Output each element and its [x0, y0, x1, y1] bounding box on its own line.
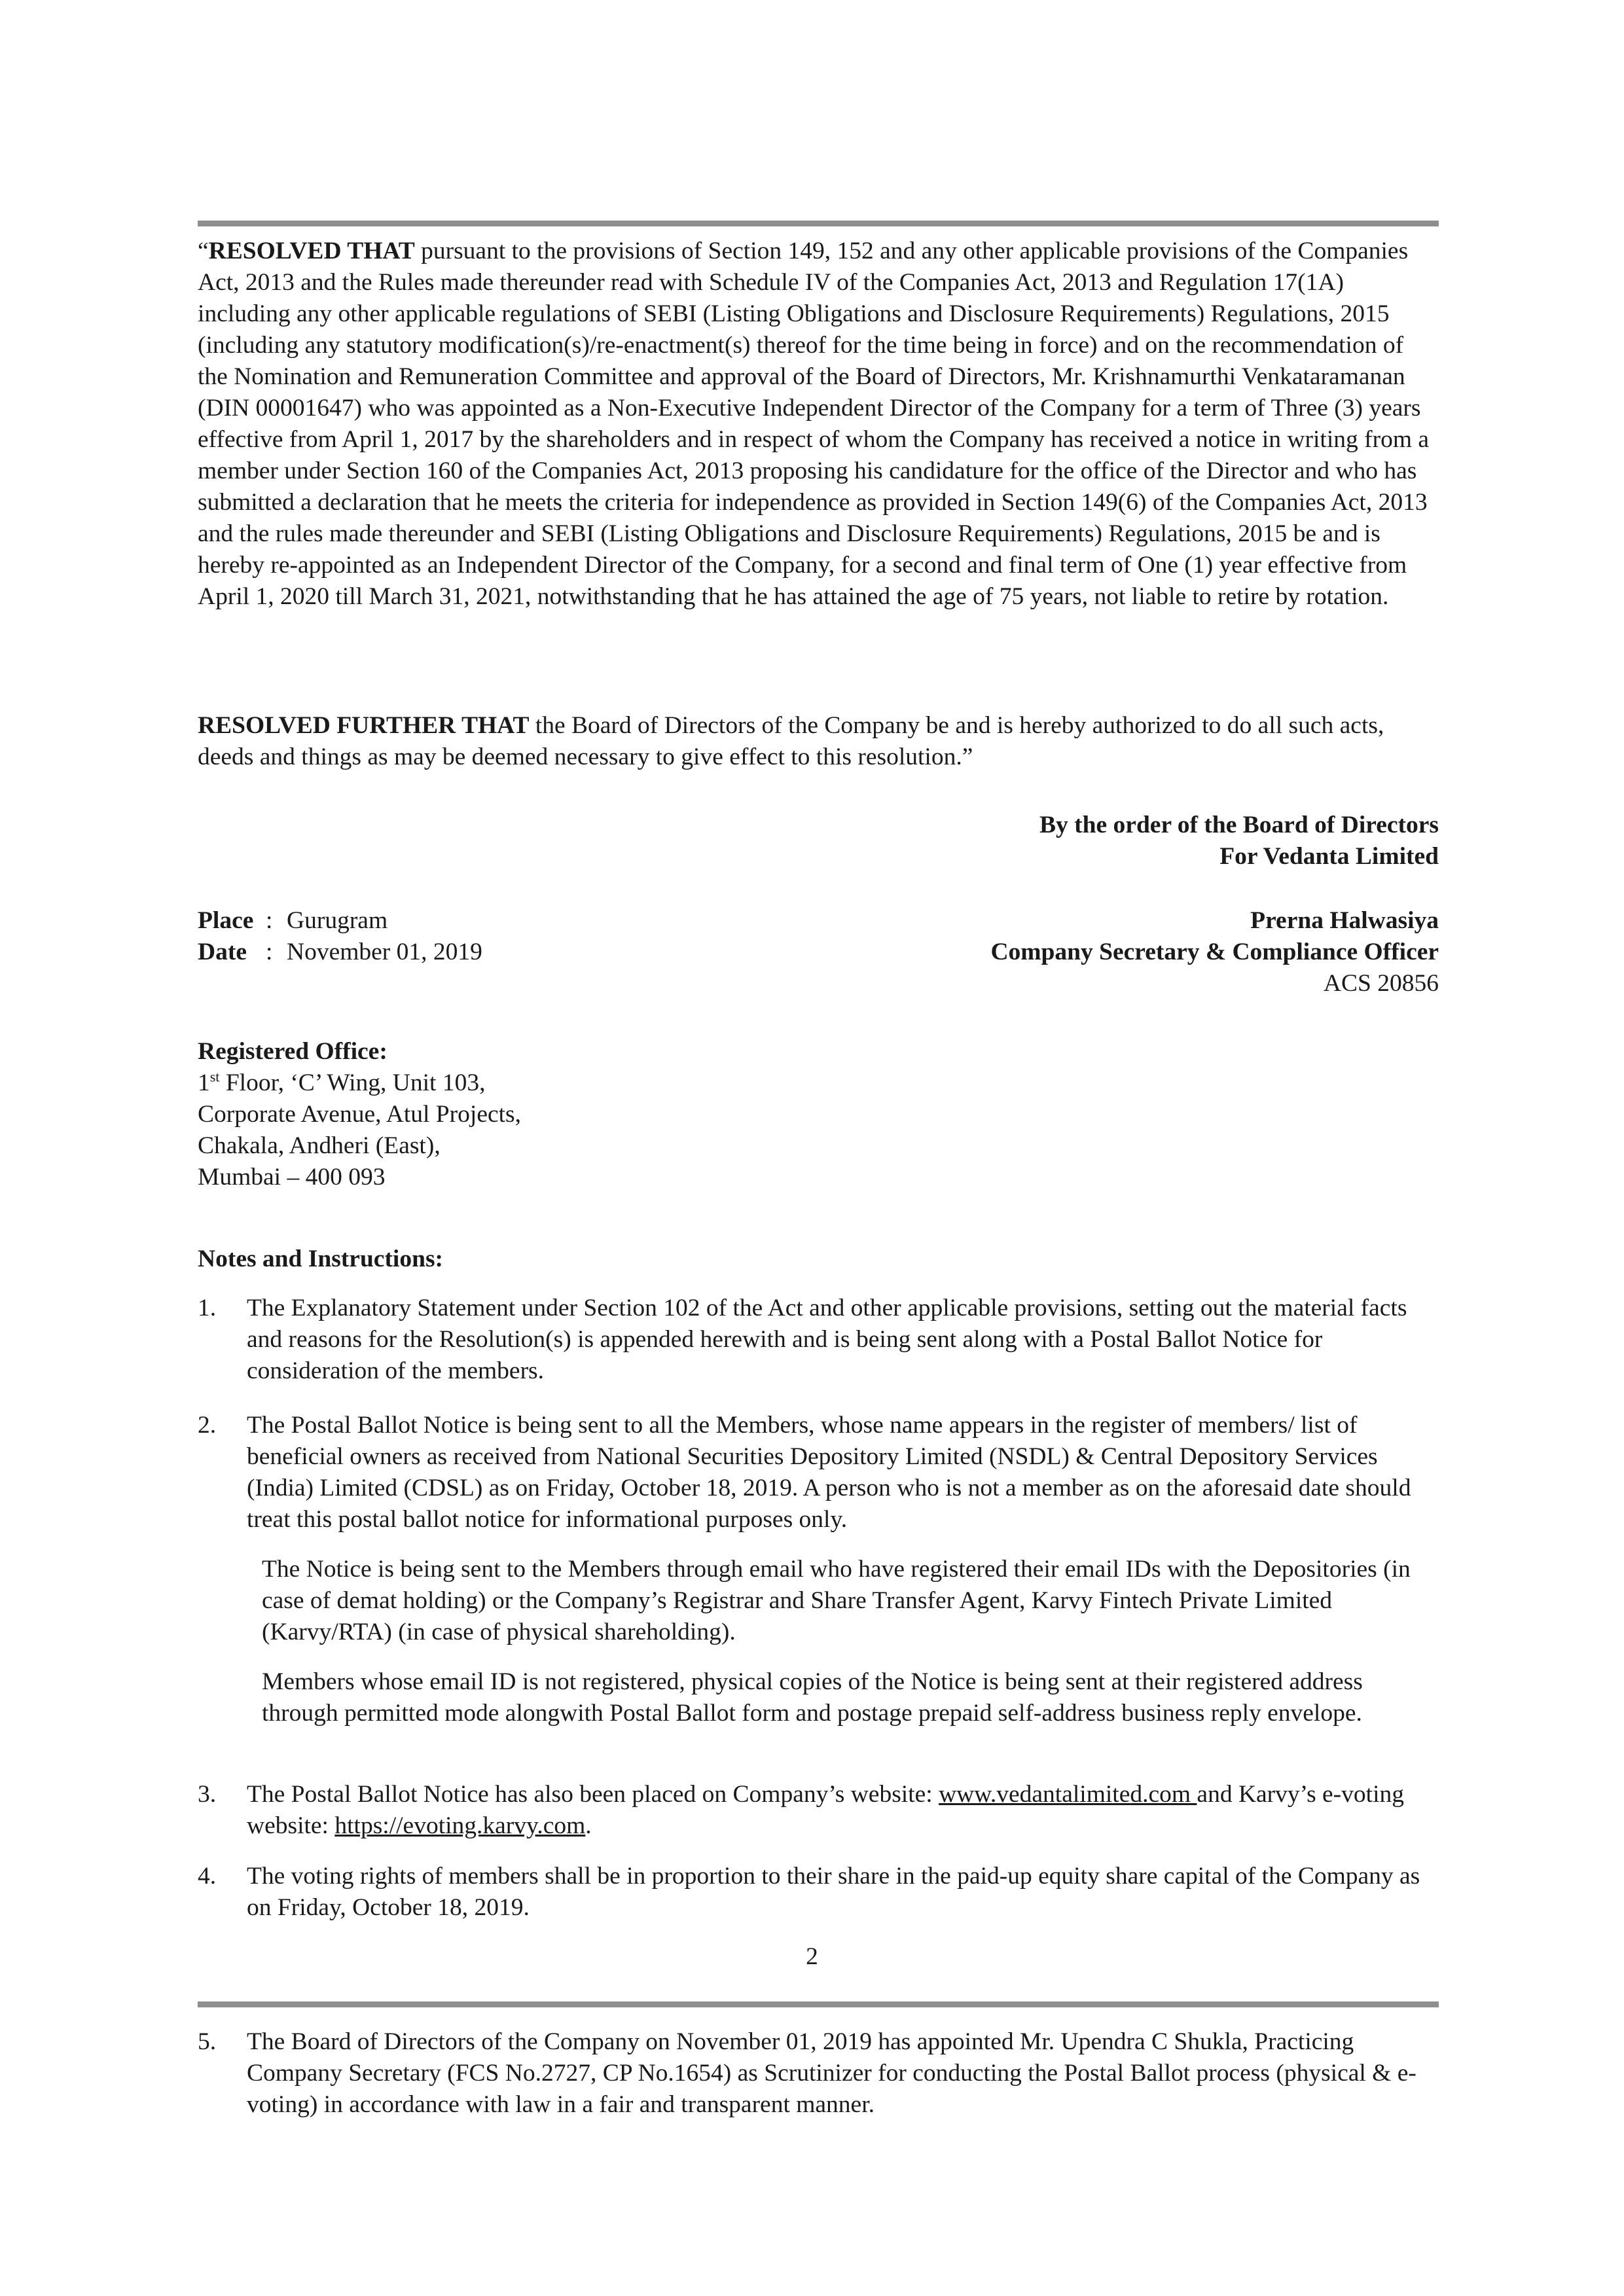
note-item [198, 1410, 1439, 1729]
address-line-4: Mumbai – 400 093 [198, 1164, 386, 1191]
company-website-link[interactable]: www.vedantalimited.com [939, 1781, 1197, 1808]
ordinal-suffix: st [209, 1068, 220, 1085]
note-text: The Postal Ballot Notice is being sent to all the Members, whose name appears in the register of members/ list of beneficial owners as received from National Securities Depository Limited (NSDL) & Central Depository Services (India) Limited (CDSL) as on Friday, October 18, 2019. A person who is not a member as on the aforesaid date should treat this postal ballot notice for informational purposes only. [247, 1412, 1411, 1533]
notes-heading: Notes and Instructions: [198, 1246, 444, 1272]
place-label: Place [198, 907, 254, 934]
signatory-block [784, 905, 1439, 999]
note-number: 4. [198, 1863, 217, 1890]
note-number: 2. [198, 1412, 217, 1439]
registered-office-heading: Registered Office: [198, 1038, 388, 1065]
date-separator: : [266, 939, 273, 965]
address-line-1: 1st Floor, ‘C’ Wing, Unit 103, [198, 1068, 486, 1096]
note-item [198, 1861, 1439, 1924]
resolution-paragraph [198, 236, 1439, 613]
company-line: For Vedanta Limited [1219, 843, 1439, 870]
top-rule [198, 221, 1439, 226]
signatory-title: Company Secretary & Compliance Officer [990, 939, 1439, 965]
date-value: November 01, 2019 [287, 939, 482, 965]
note-text: The Postal Ballot Notice has also been placed on Company’s website: www.vedantalimited.com and Karvy’s e-voting website: https://evoting.karvy.com. [247, 1781, 1405, 1839]
note-text: The voting rights of members shall be in proportion to their share in the paid-up equity share capital of the Company as on Friday, October 18, 2019. [247, 1863, 1420, 1921]
note-text: The Explanatory Statement under Section 102 of the Act and other applicable provisions, setting out the material facts and reasons for the Resolution(s) is appended herewith and is being sent along with a Postal Ballot Notice for consideration of the members. [247, 1295, 1407, 1384]
page-number: 2 [806, 1943, 818, 1970]
note-subparagraph: Members whose email ID is not registered, physical copies of the Notice is being sent at their registered address through permitted mode alongwith Postal Ballot form and postage prepaid self-address business reply envelope. [262, 1668, 1363, 1727]
bottom-rule [198, 2001, 1439, 2007]
note-number: 1. [198, 1295, 217, 1321]
date-label: Date [198, 939, 247, 965]
open-quote: “ [198, 238, 209, 264]
signatory-name: Prerna Halwasiya [1250, 907, 1439, 934]
signature-block [198, 810, 1439, 872]
note-number: 3. [198, 1781, 217, 1808]
registered-office-block [198, 1036, 1439, 1193]
resolved-further-paragraph [198, 710, 1439, 773]
place-value: Gurugram [287, 907, 388, 934]
note-number: 5. [198, 2028, 217, 2055]
resolution-text: pursuant to the provisions of Section 149, 152 and any other applicable provisions of the Companies Act, 2013 and the Rules made thereunder read with Schedule IV of the Companies Act, 2013 and Regulation 17(1A) including any other applicable regulations of SEBI (Listing Obligations and Disclosure Requirements) Regulations, 2015 (including any statutory modification(s)/re-enactment(s) thereof for the time being in force) and on the recommendation of the Nomination and Remuneration Committee and approval of the Board of Directors, Mr. Krishnamurthi Venkataramanan (DIN 00001647) who was appointed as a Non-Executive Independent Director of the Company for a term of Three (3) years effective from April 1, 2017 by the shareholders and in respect of whom the Company has received a notice in writing from a member under Section 160 of the Companies Act, 2013 proposing his candidature for the office of the Director and who has submitted a declaration that he meets the criteria for independence as provided in Section 149(6) of the Companies Act, 2013 and the rules made thereunder and SEBI (Listing Obligations and Disclosure Requirements) Regulations, 2015 be and is hereby re-appointed as an Independent Director of the Company, for a second and final term of One (1) year effective from April 1, 2020 till March 31, 2021, notwithstanding that he has attained the age of 75 years, not liable to retire by rotation. [198, 238, 1430, 610]
note-item [198, 1779, 1439, 1842]
order-line: By the order of the Board of Directors [1039, 812, 1439, 838]
evoting-website-link[interactable]: https://evoting.karvy.com [334, 1812, 586, 1839]
note-item [198, 1293, 1439, 1387]
note-text: The Board of Directors of the Company on November 01, 2019 has appointed Mr. Upendra C Shukla, Practicing Company Secretary (FCS No.2727, CP No.1654) as Scrutinizer for conducting the Postal Ballot process (physical & e-voting) in accordance with law in a fair and transparent manner. [247, 2028, 1416, 2118]
address-line-3: Chakala, Andheri (East), [198, 1132, 441, 1159]
resolution-lead: RESOLVED THAT [208, 238, 415, 264]
place-separator: : [266, 907, 273, 934]
resolved-further-lead: RESOLVED FURTHER THAT [198, 712, 530, 739]
address-line-2: Corporate Avenue, Atul Projects, [198, 1101, 522, 1128]
place-date-block [198, 905, 787, 968]
note-subparagraph: The Notice is being sent to the Members through email who have registered their email IDs with the Depositories (in case of demat holding) or the Company’s Registrar and Share Transfer Agent, Karvy Fintech Private Limited (Karvy/RTA) (in case of physical shareholding). [262, 1556, 1411, 1645]
note-item [198, 2026, 1439, 2121]
signatory-membership: ACS 20856 [1323, 970, 1439, 997]
resolved-further-text: the Board of Directors of the Company be and is hereby authorized to do all such acts, deeds and things as may be deemed necessary to give effect to this resolution.” [198, 712, 1384, 770]
